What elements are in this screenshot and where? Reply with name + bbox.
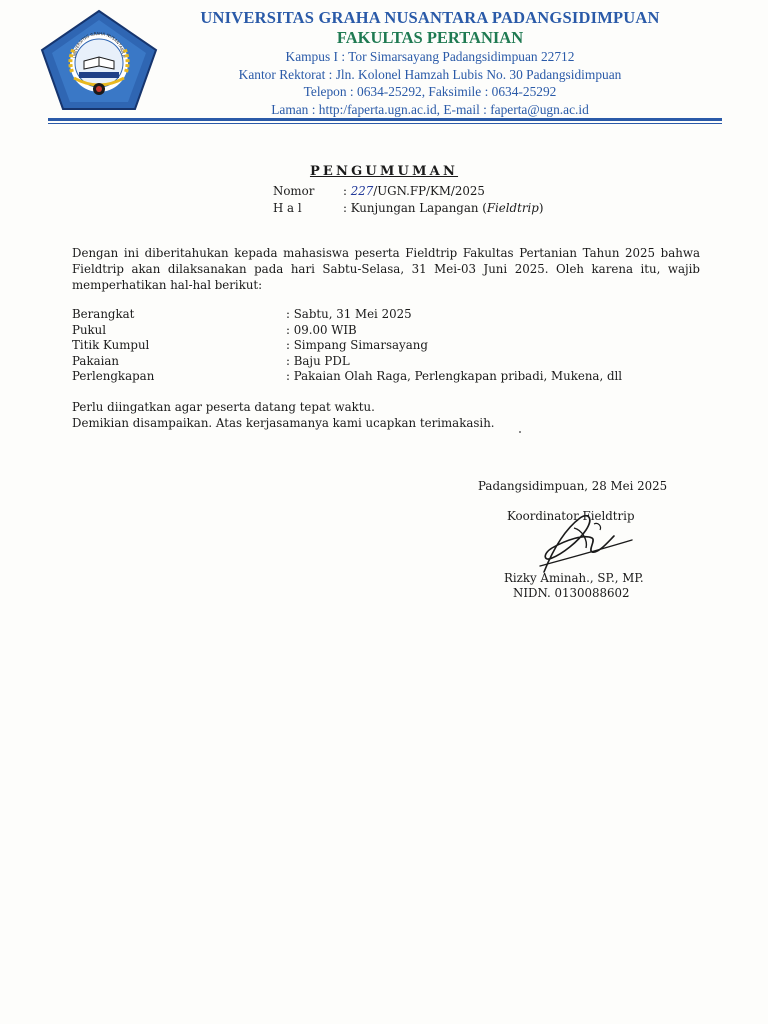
detail-row bbox=[72, 354, 622, 370]
phone-fax: Telepon : 0634-25292, Faksimile : 0634-25292 bbox=[303, 84, 557, 99]
web-email: Laman : http:/faperta.ugn.ac.id, E-mail : faperta@ugn.ac.id bbox=[271, 101, 589, 117]
document-title: PENGUMUMAN bbox=[309, 164, 459, 179]
university-name: UNIVERSITAS GRAHA NUSANTARA PADANGSIDIMPUAN bbox=[200, 8, 660, 27]
detail-value: : Pakaian Olah Raga, Perlengkapan pribadi, Mukena, dll bbox=[286, 369, 623, 383]
subject-value: : Kunjungan Lapangan (Fieldtrip) bbox=[343, 201, 544, 215]
signer-nidn: NIDN. 0130088602 bbox=[513, 586, 630, 600]
logo-text: UNIVERSITAS GRAHA NUSANTARA P bbox=[71, 30, 127, 59]
header-divider-thick bbox=[48, 118, 722, 121]
place-date: Padangsidimpuan, 28 Mei 2025 bbox=[478, 479, 668, 493]
detail-row bbox=[72, 369, 622, 385]
closing-line-1: Perlu diingatkan agar peserta datang tepat waktu. bbox=[72, 400, 375, 414]
detail-value: : Sabtu, 31 Mei 2025 bbox=[286, 307, 412, 321]
handwritten-signature bbox=[522, 500, 637, 580]
number-value: : 227/UGN.FP/KM/2025 bbox=[343, 184, 485, 198]
handwritten-number: 227 bbox=[350, 184, 374, 198]
detail-label: Perlengkapan bbox=[72, 369, 155, 383]
letterhead bbox=[170, 8, 690, 118]
detail-value: : Baju PDL bbox=[286, 353, 350, 368]
intro-paragraph: Dengan ini diberitahukan kepada mahasiswa peserta Fieldtrip Fakultas Pertanian Tahun 2025 bahwa Fieldtrip akan dilaksanakan pada hari Sabtu-Selasa, 31 Mei-03 Juni 2025. Oleh karena itu, wajib memperhatikan hal-hal berikut: bbox=[72, 246, 700, 292]
detail-label: Pukul bbox=[72, 322, 107, 337]
header-divider-thin bbox=[48, 123, 722, 124]
number-row bbox=[273, 183, 543, 200]
subject-label: H a l bbox=[273, 201, 302, 215]
detail-label: Berangkat bbox=[72, 307, 135, 321]
signer-name: Rizky Aminah., SP., MP. bbox=[504, 571, 644, 585]
detail-row bbox=[72, 307, 622, 323]
detail-label: Pakaian bbox=[72, 353, 120, 368]
detail-row bbox=[72, 338, 622, 354]
number-label: Nomor bbox=[273, 184, 315, 198]
detail-value: : 09.00 WIB bbox=[286, 322, 357, 337]
campus-address: Kampus I : Tor Simarsayang Padangsidimpuan 22712 bbox=[285, 49, 575, 64]
university-logo bbox=[38, 8, 160, 112]
closing-line-2: Demikian disampaikan. Atas kerjasamanya kami ucapkan terimakasih. bbox=[72, 415, 495, 430]
details-list bbox=[72, 307, 622, 385]
subject-row bbox=[273, 200, 543, 217]
closing-text bbox=[72, 400, 495, 431]
rectorate-address: Kantor Rektorat : Jln. Kolonel Hamzah Lubis No. 30 Padangsidimpuan bbox=[238, 66, 622, 82]
document-meta bbox=[273, 183, 543, 217]
faculty-name: FAKULTAS PERTANIAN bbox=[336, 28, 524, 47]
ink-dot bbox=[519, 431, 521, 433]
detail-value: : Simpang Simarsayang bbox=[286, 338, 428, 352]
detail-label: Titik Kumpul bbox=[72, 338, 150, 352]
signer-role: Koordinator Fieldtrip bbox=[507, 509, 635, 523]
detail-row bbox=[72, 323, 622, 339]
